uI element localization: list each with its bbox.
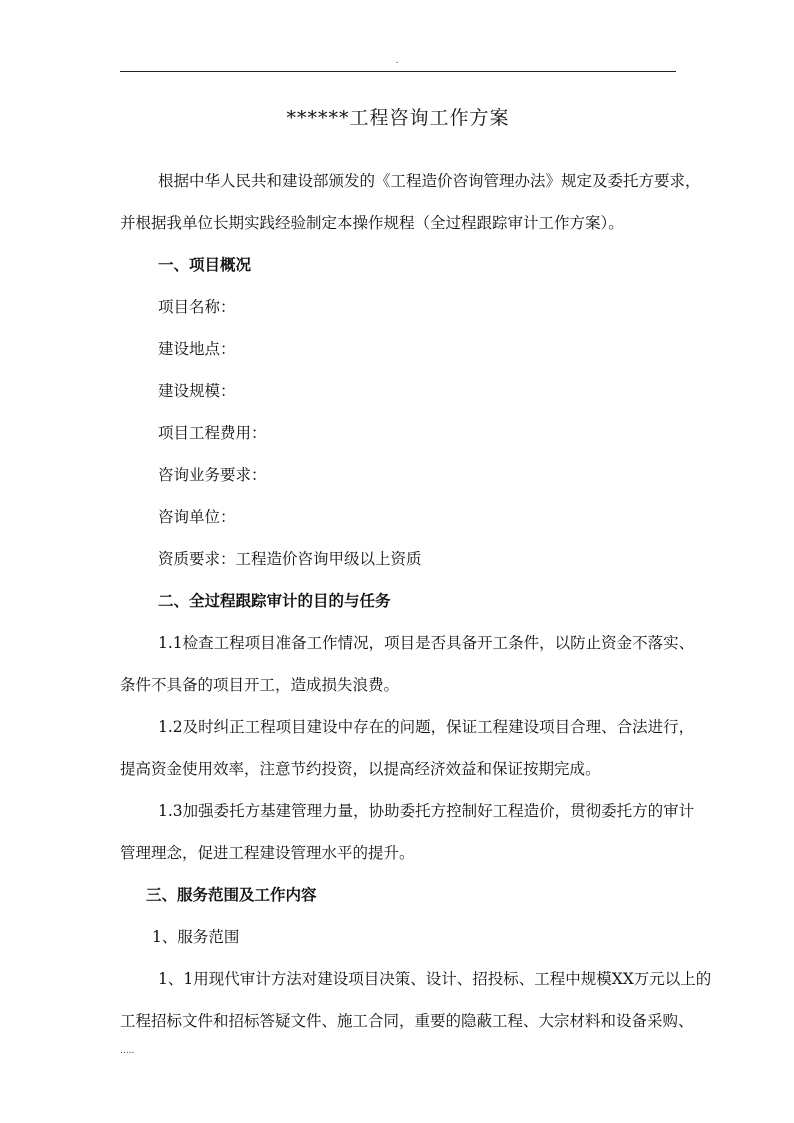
field-location: 建设地点：	[158, 340, 236, 358]
section-2-p2-line-1: 1.2及时纠正工程项目建设中存在的问题，保证工程建设项目合理、合法进行，	[158, 718, 695, 736]
footer-dots: .....	[120, 1046, 135, 1056]
field-scale: 建设规模：	[158, 382, 236, 400]
intro-line-1: 根据中华人民共和建设部颁发的《工程造价咨询管理办法》规定及委托方要求，	[158, 172, 701, 190]
field-project-name: 项目名称：	[158, 298, 236, 316]
section-3-p1-line-1: 1、1用现代审计方法对建设项目决策、设计、招投标、工程中规模XX万元以上的	[158, 970, 712, 988]
section-2-p3-line-1: 1.3加强委托方基建管理力量，协助委托方控制好工程造价，贯彻委托方的审计	[158, 802, 695, 820]
section-2-p1-line-2: 条件不具备的项目开工，造成损失浪费。	[120, 676, 400, 694]
section-2-heading: 二、全过程跟踪审计的目的与任务	[158, 592, 391, 610]
intro-line-2: 并根据我单位长期实践经验制定本操作规程（全过程跟踪审计工作方案）。	[120, 214, 624, 232]
section-3-heading: 三、服务范围及工作内容	[146, 886, 317, 904]
section-3-p1-line-2: 工程招标文件和招标答疑文件、施工合同，重要的隐蔽工程、大宗材料和设备采购、	[120, 1012, 694, 1030]
section-2-p2-line-2: 提高资金使用效率，注意节约投资，以提高经济效益和保证按期完成。	[120, 760, 601, 778]
section-2-p1-line-1: 1.1检查工程项目准备工作情况，项目是否具备开工条件，以防止资金不落实、	[158, 634, 695, 652]
section-2-p3-line-2: 管理理念，促进工程建设管理水平的提升。	[120, 844, 415, 862]
section-3-subheading: 1、服务范围	[152, 928, 240, 946]
section-1-heading: 一、项目概况	[158, 256, 252, 274]
field-cost: 项目工程费用：	[158, 424, 267, 442]
document-title: ******工程咨询工作方案	[286, 107, 510, 129]
field-qualification: 资质要求：工程造价咨询甲级以上资质	[158, 550, 422, 568]
field-requirements: 咨询业务要求：	[158, 466, 267, 484]
header-rule	[120, 71, 676, 72]
field-consultant: 咨询单位：	[158, 508, 236, 526]
header-mark: .	[395, 56, 399, 66]
